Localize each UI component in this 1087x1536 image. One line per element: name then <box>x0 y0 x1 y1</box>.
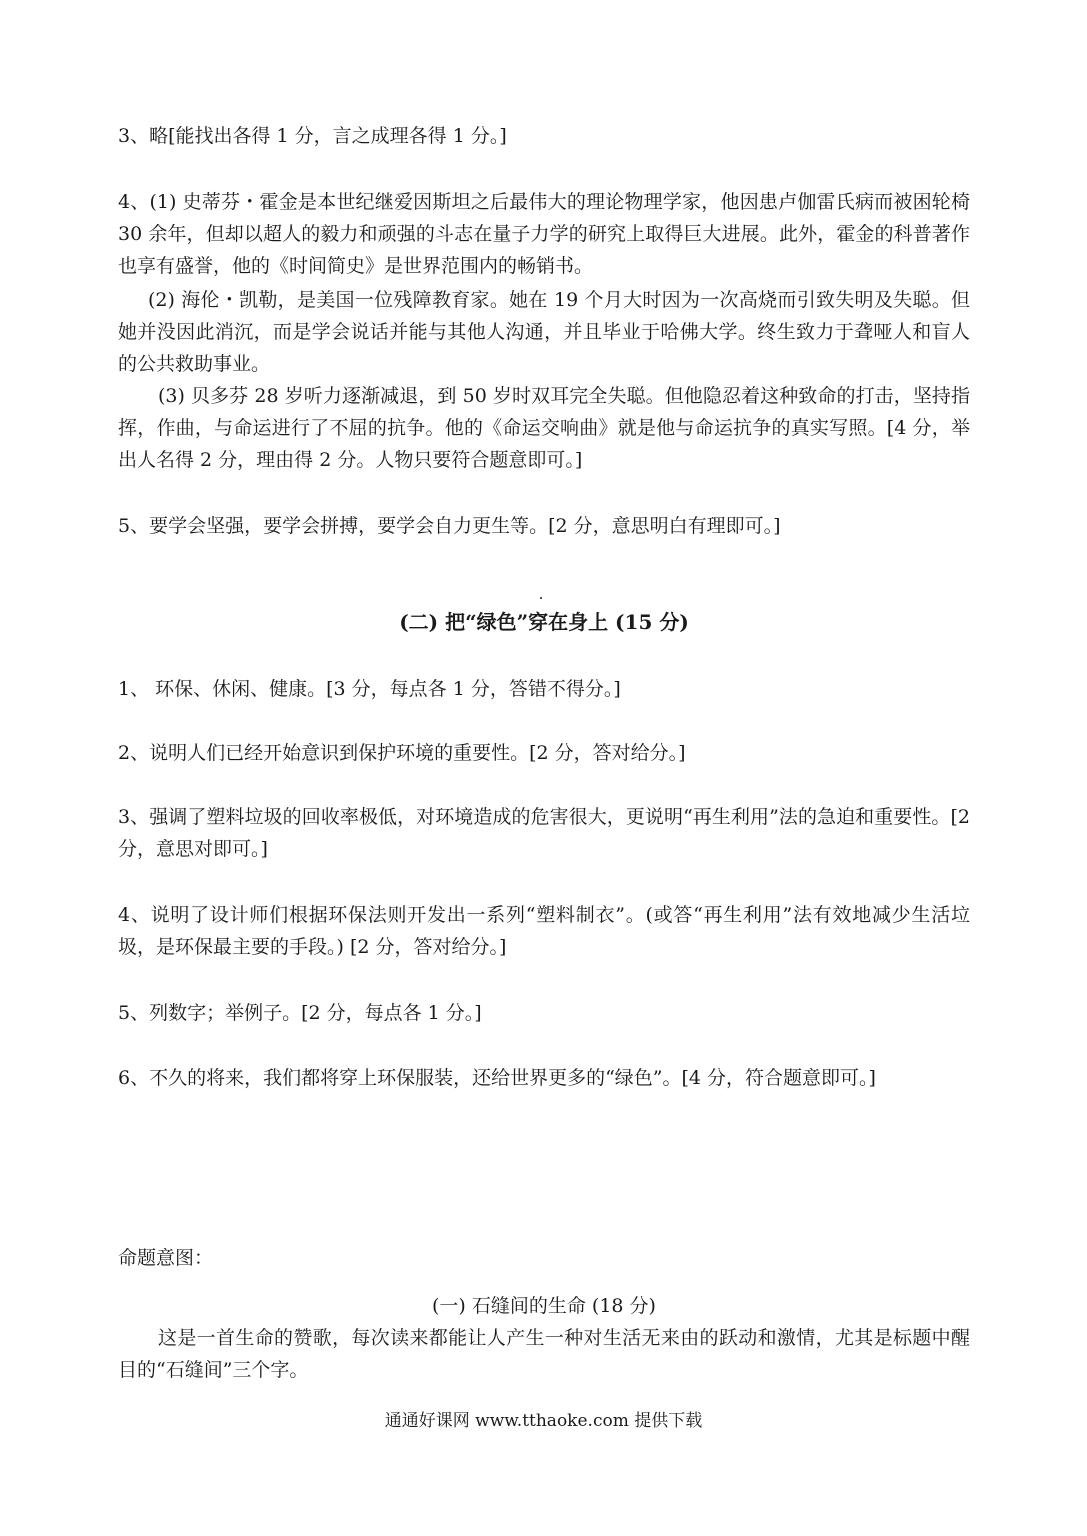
intent-paragraph: 这是一首生命的赞歌，每次读来都能让人产生一种对生活无来由的跃动和激情，尤其是标题中醒目的“石缝间”三个字。 <box>118 1327 970 1381</box>
intent-subheading: (一) 石缝间的生命 (18 分) <box>432 1295 656 1317</box>
intent-label: 命题意图： <box>118 1247 214 1269</box>
answer-4-part-3: (3) 贝多芬 28 岁听力逐渐减退，到 50 岁时双耳完全失聪。但他隐忍着这种致命的打击，坚持指挥，作曲，与命运进行了不屈的抗争。他的《命运交响曲》就是他与命运抗争的真实写照。[4 分，举出人名得 2 分，理由得 2 分。人物只要符合题意即可。] <box>118 385 970 471</box>
section-two-answer-6: 6、不久的将来，我们都将穿上环保服装，还给世界更多的“绿色”。[4 分，符合题意即可。] <box>118 1067 876 1089</box>
answer-3: 3、略[能找出各得 1 分，言之成理各得 1 分。] <box>118 125 507 147</box>
page-footer: 通通好课网 www.tthaoke.com 提供下载 <box>384 1411 703 1431</box>
answer-5: 5、要学会坚强，要学会拼搏，要学会自力更生等。[2 分，意思明白有理即可。] <box>118 515 781 537</box>
answer-4-part-2: (2) 海伦・凯勒，是美国一位残障教育家。她在 19 个月大时因为一次高烧而引致失明及失聪。但她并没因此消沉，而是学会说话并能与其他人沟通，并且毕业于哈佛大学。终生致力于聋哑人和盲人的公共救助事业。 <box>118 289 970 375</box>
scan-speck <box>540 597 542 599</box>
section-two-answer-3: 3、强调了塑料垃圾的回收率极低，对环境造成的危害很大，更说明“再生利用”法的急迫和重要性。[2 分，意思对即可。] <box>118 806 970 860</box>
answer-4-part-1: 4、(1) 史蒂芬・霍金是本世纪继爱因斯坦之后最伟大的理论物理学家，他因患卢伽雷氏病而被困轮椅 30 余年，但却以超人的毅力和顽强的斗志在量子力学的研究上取得巨大进展。此外，霍金的科普著作也享有盛誉，他的《时间简史》是世界范围内的畅销书。 <box>118 191 970 277</box>
section-two-answer-1: 1、 环保、休闲、健康。[3 分，每点各 1 分，答错不得分。] <box>118 678 621 700</box>
section-two-answer-2: 2、说明人们已经开始意识到保护环境的重要性。[2 分，答对给分。] <box>118 742 686 764</box>
section-two-heading: (二) 把“绿色”穿在身上 (15 分) <box>399 610 689 634</box>
section-two-answer-5: 5、列数字；举例子。[2 分，每点各 1 分。] <box>118 1002 482 1024</box>
section-two-answer-4: 4、说明了设计师们根据环保法则开发出一系列“塑料制衣”。(或答“再生利用”法有效地减少生活垃圾，是环保最主要的手段。) [2 分，答对给分。] <box>118 904 970 958</box>
